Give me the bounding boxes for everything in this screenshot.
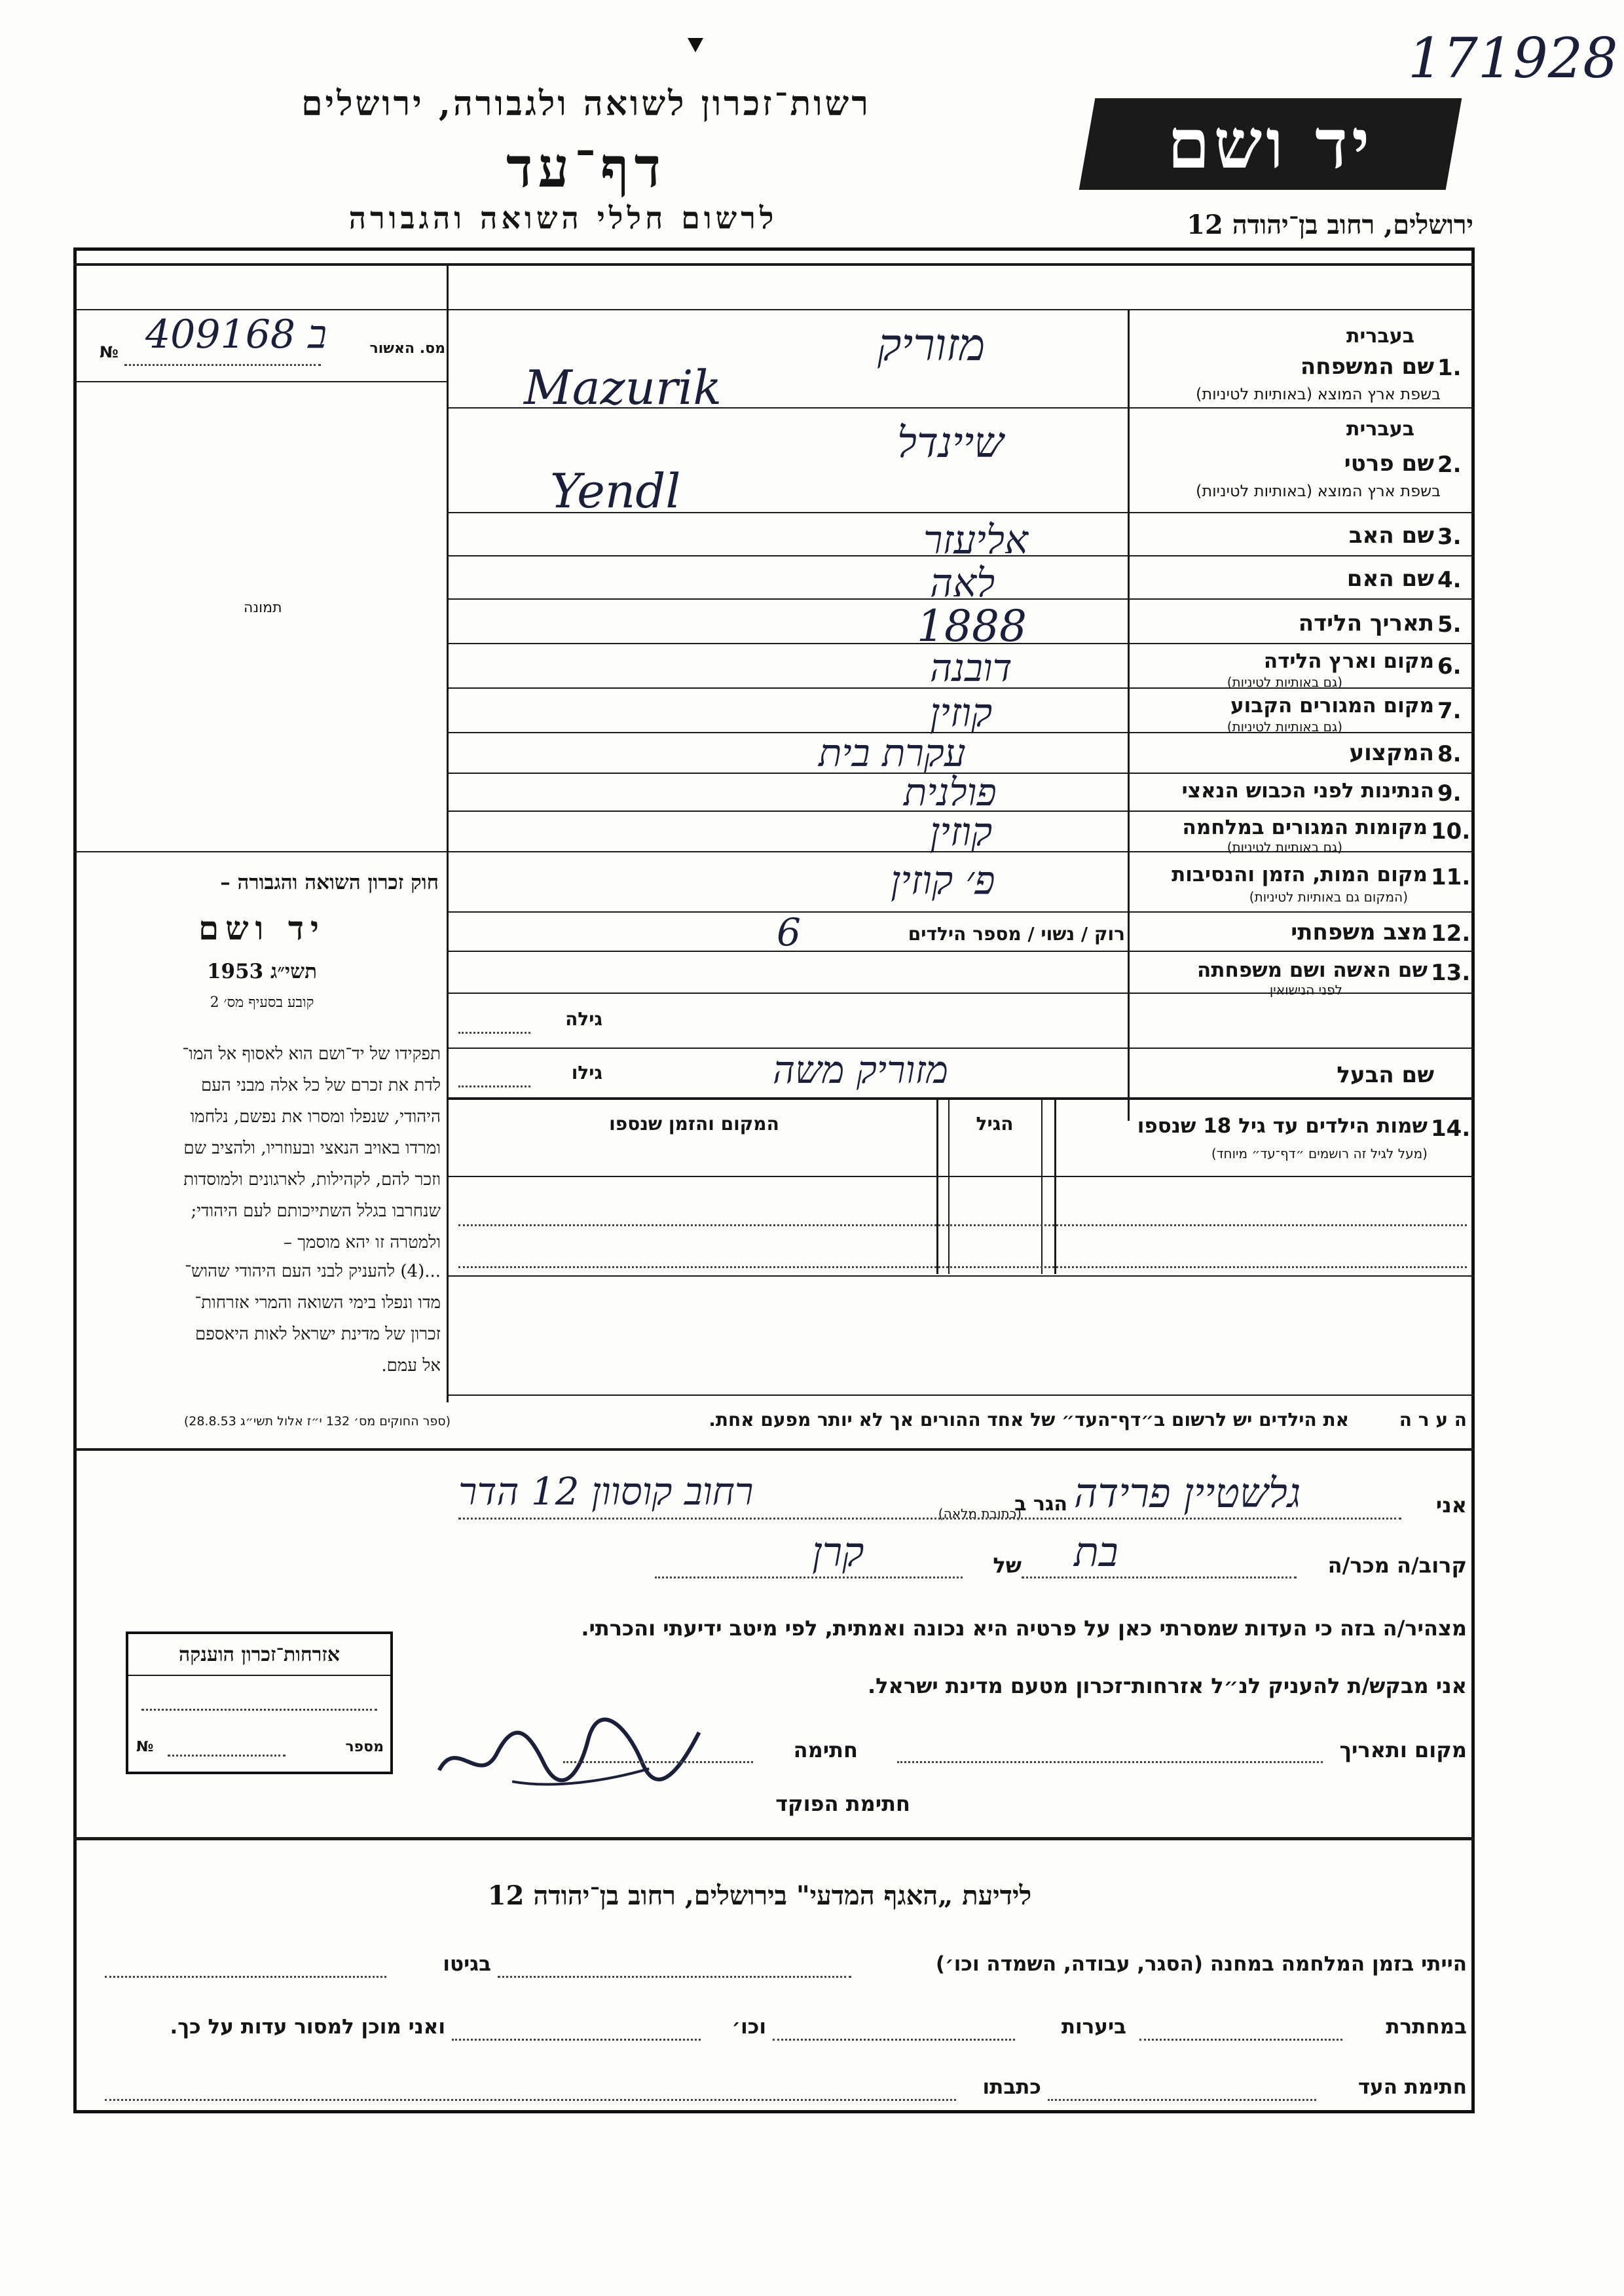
- field-7-label: מקום המגורים הקבוע: [1230, 694, 1434, 718]
- answer-birth-date: 1888: [917, 601, 1027, 651]
- place-date-label: מקום ותאריך: [1339, 1738, 1467, 1762]
- children-place-header: המקום והזמן שנספו: [609, 1113, 779, 1135]
- answer-children-count: 6: [777, 910, 801, 955]
- answer-husband: מזוריק משה: [773, 1048, 948, 1092]
- approval-label: מס. האשור: [369, 340, 445, 357]
- law-section: קובע בסעיף מס׳ 2: [210, 994, 314, 1011]
- field-3-label: שם האב: [1348, 522, 1434, 549]
- field-13-label: שם האשה ושם משפחתה: [1197, 958, 1428, 982]
- husband-age-label: גילו: [571, 1062, 602, 1084]
- field-4-number: 4.: [1437, 567, 1462, 593]
- approval-number: 409168 ב: [145, 312, 327, 357]
- field-1-latin-note: בשפת ארץ המוצא (באותיות לטיניות): [1196, 385, 1441, 403]
- relative-label: קרוב/ה מכר/ה: [1327, 1553, 1467, 1578]
- field-1-number: 1.: [1437, 355, 1462, 381]
- of-label: של: [993, 1553, 1022, 1578]
- children-age-header: הגיל: [976, 1113, 1014, 1135]
- citizenship-box-title: אזרחות־זכרון הוענקה: [178, 1643, 341, 1666]
- field-3-number: 3.: [1437, 524, 1462, 550]
- bottom-ghetto-label: בגיטו: [443, 1952, 491, 1976]
- citizenship-box: [126, 1631, 393, 1774]
- law-year: תשי״ג 1953: [206, 960, 318, 983]
- page-subtitle: לרשום חללי השואה והגבורה: [348, 200, 778, 236]
- field-2-hebrew-tag: בעברית: [1346, 418, 1414, 441]
- yad-vashem-logo: [1079, 98, 1462, 190]
- declarant-relation: בת: [1074, 1528, 1118, 1576]
- declarant-address: רחוב קוסוון 12 הדר: [458, 1469, 754, 1514]
- bottom-ready-label: ואני מוכן למסור עדות על כך.: [170, 2015, 445, 2039]
- top-mark: [688, 38, 703, 52]
- bottom-forests-label: ביערות: [1061, 2015, 1126, 2039]
- bottom-witness-signature-label: חתימת העד: [1357, 2075, 1467, 2099]
- field-11-number: 11.: [1431, 864, 1471, 890]
- field-8-label: המקצוע: [1349, 740, 1434, 766]
- field-6-latin-note: (גם באותיות לטיניות): [1227, 674, 1342, 690]
- law-reference: (ספר החוקים מס׳ 132 י״ז אלול תשי״ג 28.8.53): [183, 1414, 451, 1429]
- field-9-number: 9.: [1437, 780, 1462, 807]
- answer-birth-place: דובנה: [930, 646, 1012, 690]
- answer-first-name-hebrew: שיינדל: [897, 419, 1004, 467]
- law-title: חוק זכרון השואה והגבורה –: [220, 871, 439, 894]
- field-12-label: מצב משפחתי: [1291, 919, 1428, 945]
- field-12-options: רוק / נשוי / מספר הילדים: [908, 923, 1125, 945]
- request-text: אני מבקש/ת להעניק לנ״ל אזרחות־זכרון מטעם מדינת ישראל.: [868, 1673, 1467, 1698]
- wife-age-label: גילה: [565, 1008, 602, 1030]
- answer-family-name-latin: Mazurik: [524, 360, 722, 415]
- law-paragraph-1: תפקידו של יד־ושם הוא לאסוף אל המו־ לדת את זכרם של כל אלה מבני העם היהודי, שנפלו ומסרו את נפשם, נלחמו ומרדו באויב הנאצי ובעוזריו, ולהציב שם וזכר להם, לקהילות, לארגונים ולמוסדות שנחרבו בגלל השתייכותם לעם היהודי; ולמטרה זו יהא מוסמך –: [182, 1044, 441, 1252]
- archive-number: 171928: [1408, 26, 1618, 90]
- field-13-sub: לפני הנישואין: [1269, 982, 1342, 998]
- full-address-note: (כתובת מלאה): [938, 1506, 1022, 1522]
- bottom-address-label: כתבתו: [982, 2075, 1041, 2099]
- field-9-label: הנתינות לפני הכבוש הנאצי: [1181, 779, 1434, 803]
- answer-mother: לאה: [930, 560, 995, 606]
- field-13-number: 13.: [1431, 960, 1471, 986]
- law-paragraph-2: ...(4) להעניק לבני העם היהודי שהוש־ מדו ונפלו בימי השואה והמרי אזרחות־ זכרון של מדינת ישראל לאות היאספם אל עמם.: [185, 1262, 441, 1376]
- field-11-latin-note: (המקום גם באותיות לטיניות): [1249, 889, 1408, 905]
- field-2-label: שם פרטי: [1344, 450, 1434, 477]
- field-10-number: 10.: [1431, 818, 1471, 845]
- declarant-of-whom: קרן: [812, 1528, 864, 1576]
- bottom-underground-label: במחתרת: [1386, 2015, 1467, 2039]
- field-2-latin-note: בשפת ארץ המוצא (באותיות לטיניות): [1196, 482, 1441, 500]
- field-14-label: שמות הילדים עד גיל 18 שנספו: [1137, 1114, 1428, 1138]
- note-text: את הילדים יש לרשום ב״דף־העד״ של אחד ההורים אך לא יותר מפעם אחת.: [709, 1409, 1349, 1430]
- authority-name: רשות־זכרון לשואה ולגבורה, ירושלים: [301, 84, 871, 124]
- bottom-title: לידיעת „האגף המדעי" בירושלים, רחוב בן־יהודה 12: [487, 1880, 1032, 1911]
- logo-text: יד ושם: [1167, 103, 1374, 184]
- answer-nationality: פולנית: [904, 770, 997, 814]
- field-4-label: שם האם: [1346, 566, 1434, 592]
- field-11-label: מקום המות, הזמן והנסיבות: [1172, 863, 1428, 886]
- declarant-name: גלשטיין פרידה: [1074, 1469, 1301, 1517]
- resident-label: הגר ב: [1014, 1493, 1067, 1516]
- field-5-label: תאריך הלידה: [1298, 610, 1434, 636]
- husband-label: שם הבעל: [1337, 1062, 1434, 1088]
- answer-father: אליעזר: [923, 517, 1028, 563]
- field-7-number: 7.: [1437, 698, 1462, 724]
- field-6-label: מקום וארץ הלידה: [1263, 649, 1434, 673]
- answer-family-name-hebrew: מזוריק: [877, 319, 986, 371]
- signature-label: חתימה: [793, 1738, 858, 1762]
- header-address: ירושלים, רחוב בן־יהודה 12: [1187, 210, 1473, 240]
- field-5-number: 5.: [1437, 611, 1462, 638]
- approval-no-sign: №: [100, 343, 119, 361]
- answer-profession: עקרת בית: [819, 731, 966, 775]
- declaration-text: מצהיר/ה בזה כי העדות שמסרתי כאן על פרטיה היא נכונה ואמתית, לפי מיטב ידיעתי והכרתי.: [581, 1616, 1467, 1641]
- answer-death-place: פ׳ קוזין: [891, 858, 995, 903]
- bottom-etc-label: וכו׳: [731, 2015, 766, 2039]
- answer-residence: קוזין: [930, 690, 993, 736]
- bottom-camp-label: הייתי בזמן המלחמה במחנה (הסגר, עבודה, השמדה וכו׳): [935, 1952, 1467, 1976]
- field-14-number: 14.: [1431, 1116, 1471, 1142]
- law-name: יד ושם: [198, 909, 325, 947]
- field-8-number: 8.: [1437, 741, 1462, 767]
- field-10-label: מקומות המגורים במלחמה: [1182, 816, 1428, 839]
- photo-label: תמונה: [244, 600, 282, 616]
- page-title: דף־עד: [506, 135, 666, 200]
- field-1-hebrew-tag: בעברית: [1346, 325, 1414, 348]
- field-10-latin-note: (גם באותיות לטיניות): [1227, 839, 1342, 855]
- answer-first-name-latin: Yendl: [550, 464, 681, 519]
- field-6-number: 6.: [1437, 653, 1462, 680]
- field-14-sub: (מעל לגיל זה רושמים ״דף־עד״ מיוחד): [1211, 1146, 1428, 1161]
- officer-signature-label: חתימת הפוקד: [775, 1791, 910, 1816]
- citizenship-number-label: מספר: [345, 1739, 384, 1755]
- note-label: ה ע ר ה: [1399, 1409, 1467, 1430]
- field-1-label: שם המשפחה: [1300, 354, 1434, 380]
- declarant-i-label: אני: [1435, 1493, 1467, 1518]
- field-12-number: 12.: [1431, 920, 1471, 947]
- citizenship-no-sign: №: [136, 1739, 154, 1755]
- field-7-latin-note: (גם באותיות לטיניות): [1227, 719, 1342, 735]
- field-2-number: 2.: [1437, 452, 1462, 478]
- answer-war-residence: קוזין: [930, 809, 993, 855]
